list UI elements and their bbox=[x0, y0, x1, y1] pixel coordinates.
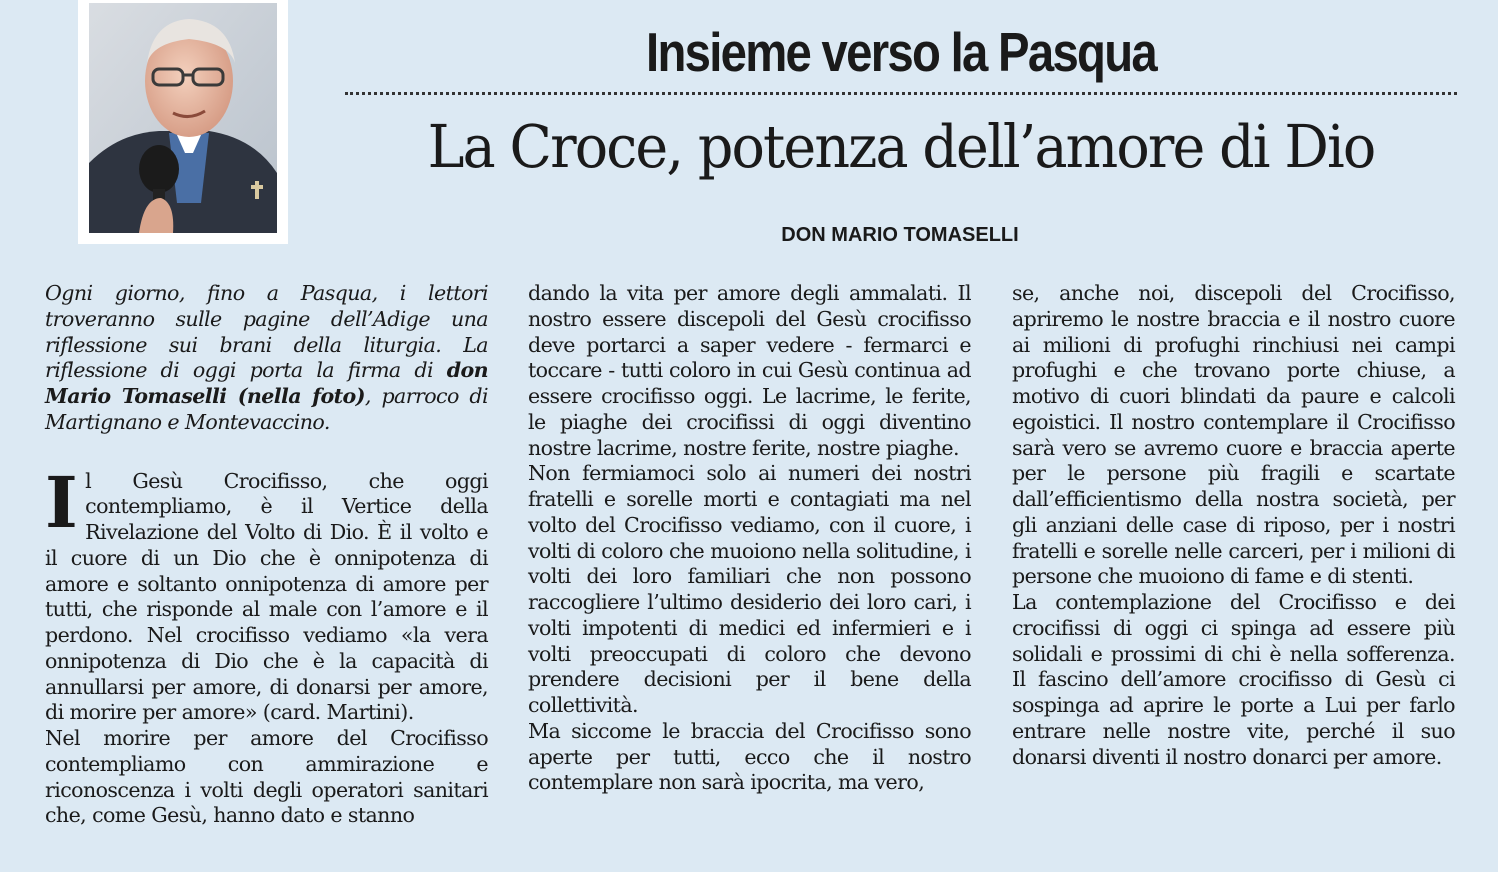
author-photo bbox=[89, 3, 277, 233]
intro-author-bold: don Mario Tomaselli (nella foto) bbox=[45, 358, 488, 408]
body-paragraph-1 bbox=[45, 460, 488, 727]
column-1 bbox=[45, 281, 488, 829]
column-2 bbox=[528, 281, 971, 796]
body-paragraph-3: Non fermiamoci solo ai numeri dei nostri fratelli e sorelle morti e contagiati ma nel volto del Crocifisso vediamo, con il cuore, i volti di coloro che muoiono nella solitudine, i volti dei loro familiari che non possono raccogliere l’ultimo desiderio dei loro cari, i volti impotenti di medici ed infermieri e i volti preoccupati di coloro che devono prendere decisioni per il bene della collettività. bbox=[528, 461, 971, 717]
author-photo-frame bbox=[78, 0, 288, 244]
body-paragraph-4: Ma siccome le braccia del Crocifisso sono aperte per tutti, ecco che il nostro contemplare non sarà ipocrita, ma vero, bbox=[528, 718, 971, 795]
body-paragraph-1-text: l Gesù Crocifisso, che oggi contempliamo, è il Vertice della Rivelazione del Volto di Dio. È il volto e il cuore di un Dio che è onnipotenza di amore e soltanto onnipotenza di amore per tutti, che risponde al male con l’amore e il perdono. Nel crocifisso vediamo «la vera onnipotenza di Dio che è la capacità di annullarsi per amore, di donarsi per amore, di morire per amore» (card. Martini). bbox=[45, 468, 488, 725]
intro-text-1: Ogni giorno, fino a Pasqua, i lettori troveranno sulle pagine dell’Adige una riflessione sui brani della liturgia. La riflessione di oggi porta la firma di bbox=[45, 281, 488, 383]
kicker-title: Insieme verso la Pasqua bbox=[646, 21, 1156, 83]
body-paragraph-5: La contemplazione del Crocifisso e dei crocifissi di oggi ci spinga ad essere più solidali e prossimi di chi è nella sofferenza. Il fascino dell’amore crocifisso di Gesù ci sospinga ad aprire le porte a Lui per farlo entrare nelle nostre vite, perché il suo donarsi diventi il nostro donarci per amore. bbox=[1012, 590, 1455, 769]
byline: DON MARIO TOMASELLI bbox=[781, 224, 1019, 246]
column-3 bbox=[1012, 281, 1455, 770]
intro-paragraph bbox=[45, 281, 488, 436]
intro-text-2: , parroco di Martignano e Montevaccino. bbox=[45, 384, 488, 434]
headline: La Croce, potenza dell’amore di Dio bbox=[427, 112, 1375, 181]
body-paragraph-2: Nel morire per amore del Crocifisso contempliamo con ammirazione e riconoscenza i volti degli operatori sanitari che, come Gesù, hanno dato e stanno bbox=[45, 726, 488, 828]
body-paragraph-2-continued: dando la vita per amore degli ammalati. Il nostro essere discepoli del Gesù crocifisso deve portarci a saper vedere - fermarci e toccare - tutti coloro in cui Gesù continua ad essere crocifisso oggi. Le lacrime, le ferite, le piaghe dei crocifissi di oggi diventino nostre lacrime, nostre ferite, nostre piaghe. bbox=[528, 281, 971, 460]
drop-cap: I bbox=[45, 460, 78, 544]
body-paragraph-4-continued: se, anche noi, discepoli del Crocifisso, apriremo le nostre braccia e il nostro cuore ai milioni di profughi rinchiusi nei campi profughi e che trovano porte chiuse, a motivo di cuori blindati da paure e calcoli egoistici. Il nostro contemplare il Crocifisso sarà vero se avremo cuore e braccia aperte per le persone più fragili e scartate dall’efficientismo della nostra società, per gli anziani delle case di riposo, per i nostri fratelli e sorelle nelle carceri, per i milioni di persone che muoiono di fame e di stenti. bbox=[1012, 281, 1455, 589]
dotted-divider bbox=[345, 92, 1457, 95]
